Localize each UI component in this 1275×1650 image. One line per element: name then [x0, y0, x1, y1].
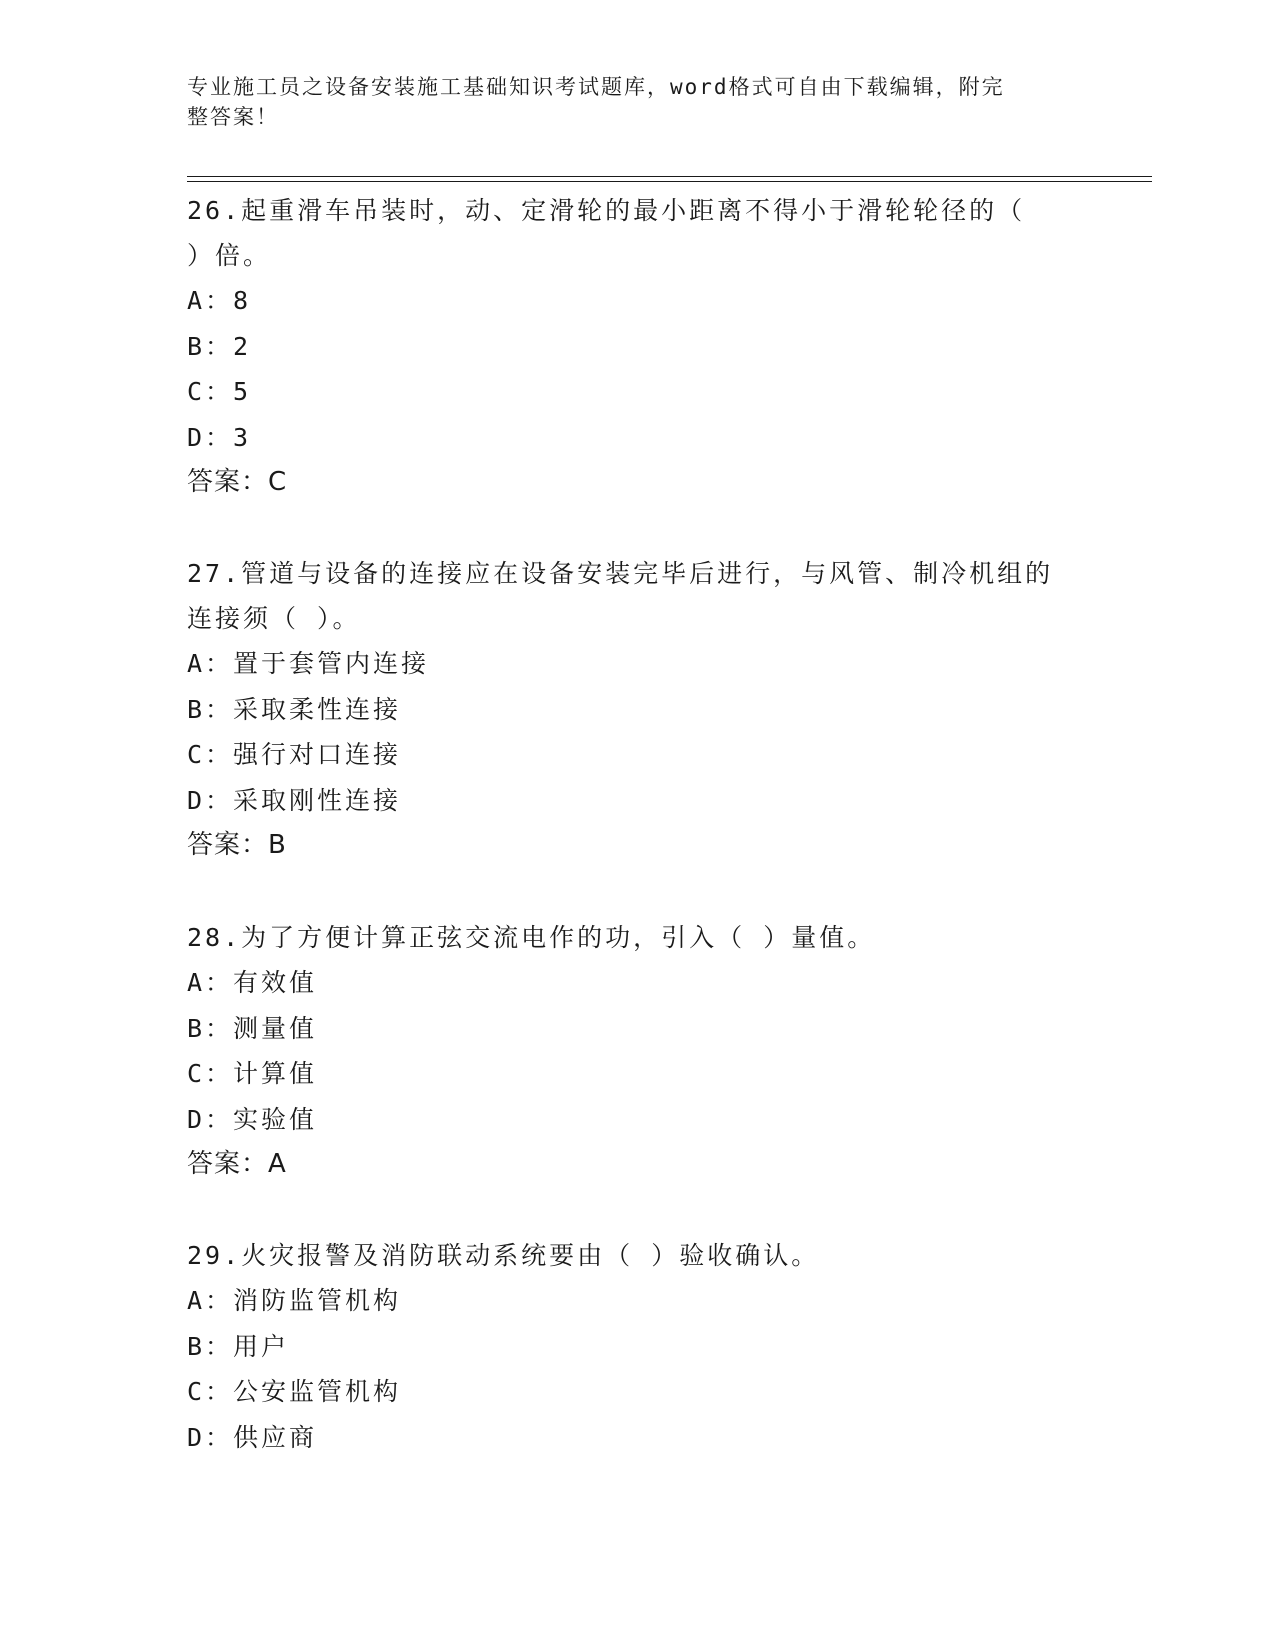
option-a: A：8	[187, 286, 252, 315]
question-stem: 26.起重滑车吊装时，动、定滑轮的最小距离不得小于滑轮轮径的（	[187, 196, 1026, 225]
option-c: C：公安监管机构	[187, 1377, 402, 1406]
option-a: A：有效值	[187, 968, 318, 997]
question-26	[187, 188, 1087, 504]
option-a: A：消防监管机构	[187, 1286, 402, 1315]
answer: 答案：A	[187, 1149, 287, 1179]
header-divider-top	[187, 176, 1152, 177]
option-d: D：实验值	[187, 1104, 318, 1134]
question-stem: 28.为了方便计算正弦交流电作的功，引入（ ）量值。	[187, 923, 876, 952]
question-stem-continued: 连接须（ ）。	[187, 604, 361, 633]
option-d: D：3	[187, 422, 252, 452]
question-27	[187, 551, 1087, 867]
question-stem-continued: ）倍。	[187, 241, 272, 270]
option-c: C：5	[187, 377, 252, 406]
header-divider-bottom	[187, 181, 1152, 182]
option-b: B：2	[187, 331, 252, 361]
question-stem: 29.火灾报警及消防联动系统要由（ ）验收确认。	[187, 1241, 820, 1270]
header-line-1: 专业施工员之设备安装施工基础知识考试题库，word格式可自由下载编辑，附完	[187, 75, 1005, 99]
answer: 答案：C	[187, 467, 288, 497]
document-header	[187, 72, 1067, 132]
option-a: A：置于套管内连接	[187, 649, 430, 678]
option-b: B：用户	[187, 1331, 290, 1361]
answer: 答案：B	[187, 830, 287, 860]
question-29	[187, 1233, 1087, 1460]
option-d: D：供应商	[187, 1422, 318, 1452]
option-b: B：测量值	[187, 1013, 318, 1043]
option-b: B：采取柔性连接	[187, 694, 402, 724]
question-stem: 27.管道与设备的连接应在设备安装完毕后进行，与风管、制冷机组的	[187, 559, 1054, 588]
option-c: C：强行对口连接	[187, 740, 402, 769]
option-d: D：采取刚性连接	[187, 785, 402, 815]
option-c: C：计算值	[187, 1059, 318, 1088]
question-28	[187, 915, 1087, 1186]
header-line-2: 整答案！	[187, 105, 279, 129]
